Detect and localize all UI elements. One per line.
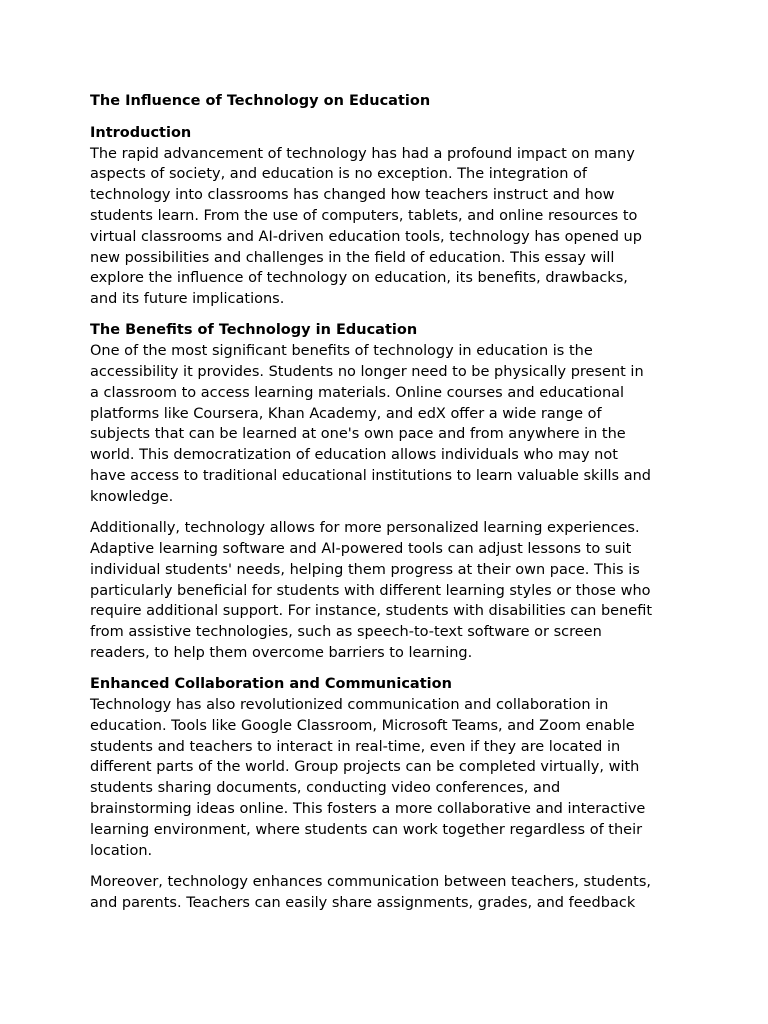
text-line: readers, to help them overcome barriers to learning. [90, 644, 473, 661]
paragraph [90, 341, 690, 507]
text-line: students and teachers to interact in real-time, even if they are located in [90, 738, 621, 755]
text-line: require additional support. For instance, students with disabilities can benefit [90, 603, 653, 620]
section-heading: The Benefits of Technology in Education [90, 322, 418, 339]
text-line: students sharing documents, conducting video conferences, and [90, 780, 561, 797]
text-line: and its future implications. [90, 291, 285, 308]
text-line: explore the influence of technology on education, its benefits, drawbacks, [90, 270, 628, 287]
text-line: The rapid advancement of technology has had a profound impact on many [90, 145, 635, 162]
text-line: education. Tools like Google Classroom, Microsoft Teams, and Zoom enable [90, 717, 635, 734]
paragraph [90, 695, 690, 861]
text-line: from assistive technologies, such as speech-to-text software or screen [90, 624, 602, 641]
section-heading: Enhanced Collaboration and Communication [90, 676, 452, 693]
text-line: aspects of society, and education is no exception. The integration of [90, 166, 588, 183]
text-line: platforms like Coursera, Khan Academy, and edX offer a wide range of [90, 405, 602, 422]
section-collaboration [90, 674, 690, 913]
text-line: knowledge. [90, 488, 174, 505]
text-line: technology into classrooms has changed how teachers instruct and how [90, 187, 615, 204]
text-line: Moreover, technology enhances communication between teachers, students, [90, 873, 652, 890]
text-line: Additionally, technology allows for more personalized learning experiences. [90, 520, 640, 537]
text-line: particularly beneficial for students with different learning styles or those who [90, 582, 651, 599]
text-line: location. [90, 842, 153, 859]
section-heading: Introduction [90, 124, 192, 141]
text-line: virtual classrooms and AI-driven education tools, technology has opened up [90, 228, 642, 245]
text-line: a classroom to access learning materials. Online courses and educational [90, 384, 625, 401]
text-line: world. This democratization of education allows individuals who may not [90, 447, 618, 464]
document-title: The Influence of Technology on Education [90, 93, 431, 109]
text-line: and parents. Teachers can easily share assignments, grades, and feedback [90, 894, 636, 911]
text-line: new possibilities and challenges in the field of education. This essay will [90, 249, 615, 266]
section-introduction [90, 123, 690, 310]
text-line: Adaptive learning software and AI-powered tools can adjust lessons to suit [90, 540, 632, 557]
paragraph [90, 518, 690, 664]
section-benefits [90, 320, 690, 663]
text-line: One of the most significant benefits of technology in education is the [90, 343, 593, 360]
text-line: Technology has also revolutionized communication and collaboration in [90, 697, 609, 714]
text-line: brainstorming ideas online. This fosters a more collaborative and interactive [90, 801, 646, 817]
paragraph [90, 872, 690, 914]
text-line: different parts of the world. Group projects can be completed virtually, with [90, 759, 640, 776]
text-line: subjects that can be learned at one's own pace and from anywhere in the [90, 426, 626, 443]
text-line: accessibility it provides. Students no longer need to be physically present in [90, 364, 644, 381]
text-line: students learn. From the use of computers, tablets, and online resources to [90, 207, 638, 224]
text-line: individual students' needs, helping them progress at their own pace. This is [90, 561, 640, 578]
text-line: have access to traditional educational institutions to learn valuable skills and [90, 468, 651, 485]
text-line: learning environment, where students can work together regardless of their [90, 821, 643, 838]
paragraph [90, 144, 690, 310]
document-page [90, 91, 690, 924]
